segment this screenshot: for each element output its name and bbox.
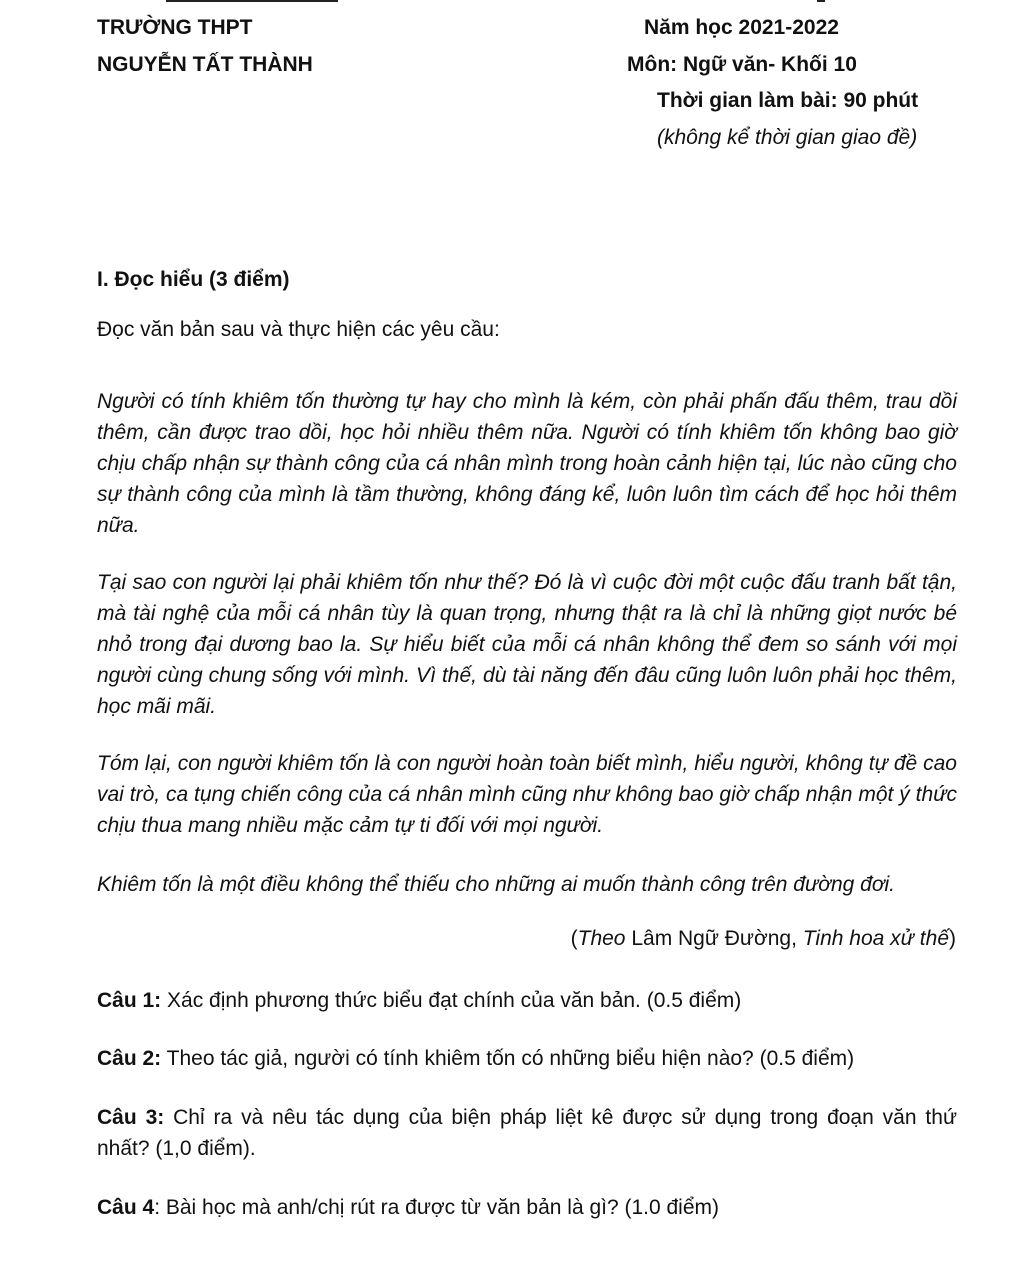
question-3-text: Chỉ ra và nêu tác dụng của biện pháp liệt kê được sử dụng trong đoạn văn thứ nhất? (1,0 điểm). xyxy=(97,1106,958,1160)
citation-close: ) xyxy=(949,927,956,950)
passage-paragraph-1: Người có tính khiêm tốn thường tự hay cho mình là kém, còn phải phấn đấu thêm, trau dồi thêm, cần được trao dồi, học hỏi nhiều thêm nữa. Người có tính khiêm tốn không bao giờ chịu chấp nhận sự thành công của cá nhân mình trong hoàn cảnh hiện tại, lúc nào cũng cho sự thành công của mình là tầm thường, không đáng kể, luôn luôn tìm cách để học hỏi thêm nữa. xyxy=(97,390,957,537)
passage-paragraph-4: Khiêm tốn là một điều không thể thiếu cho những ai muốn thành công trên đường đơi. xyxy=(97,873,896,896)
passage-paragraph-2: Tại sao con người lại phải khiêm tốn như thế? Đó là vì cuộc đời một cuộc đấu tranh bất tận, mà tài nghệ của mỗi cá nhân tùy là quan trọng, nhưng thật ra là chỉ là những giọt nước bé nhỏ trong đại dương bao la. Sự hiểu biết của mỗi cá nhân không thể đem so sánh với mọi người cùng chung sống với mình. Vì thế, dù tài năng đến đâu cũng luôn luôn phải học thêm, học mãi mãi. xyxy=(97,571,957,718)
school-name-line1: TRƯỜNG THPT xyxy=(97,16,253,39)
exam-duration-note: (không kể thời gian giao đề) xyxy=(657,126,918,149)
question-4 xyxy=(97,1192,957,1223)
question-1-label: Câu 1: xyxy=(97,989,162,1012)
section-title: I. Đọc hiểu (3 điểm) xyxy=(97,268,290,291)
school-year: Năm học 2021-2022 xyxy=(644,16,839,39)
passage-citation xyxy=(571,927,956,951)
passage-paragraph-3: Tóm lại, con người khiêm tốn là con người hoàn toàn biết mình, hiểu người, không tự đề cao vai trò, ca tụng chiến công của cá nhân mình cũng như không bao giờ chấp nhận một ý thức chịu thua mang nhiều mặc cảm tự ti đối với mọi người. xyxy=(97,752,957,837)
question-1 xyxy=(97,985,957,1016)
header-rule-right xyxy=(817,0,825,2)
school-name-line2: NGUYỄN TẤT THÀNH xyxy=(97,53,313,76)
subject-grade: Môn: Ngữ văn- Khối 10 xyxy=(627,53,857,76)
section-instruction: Đọc văn bản sau và thực hiện các yêu cầu: xyxy=(97,318,500,341)
question-2-text: Theo tác giả, người có tính khiêm tốn có những biểu hiện nào? (0.5 điểm) xyxy=(161,1047,855,1070)
citation-open: ( xyxy=(570,927,578,950)
question-2 xyxy=(97,1043,957,1074)
question-3 xyxy=(97,1102,957,1164)
citation-theo: Theo xyxy=(577,927,626,950)
header-rule-left xyxy=(166,0,338,2)
question-2-label: Câu 2: xyxy=(97,1047,162,1070)
question-4-text: : Bài học mà anh/chị rút ra được từ văn bản là gì? (1.0 điểm) xyxy=(154,1196,720,1219)
question-4-label: Câu 4 xyxy=(97,1196,155,1219)
citation-work: Tinh hoa xử thế xyxy=(802,927,949,950)
question-3-label: Câu 3: xyxy=(97,1106,165,1129)
question-1-text: Xác định phương thức biểu đạt chính của văn bản. (0.5 điểm) xyxy=(161,989,742,1012)
exam-duration: Thời gian làm bài: 90 phút xyxy=(657,89,919,112)
citation-author: Lâm Ngữ Đường, xyxy=(625,927,803,950)
